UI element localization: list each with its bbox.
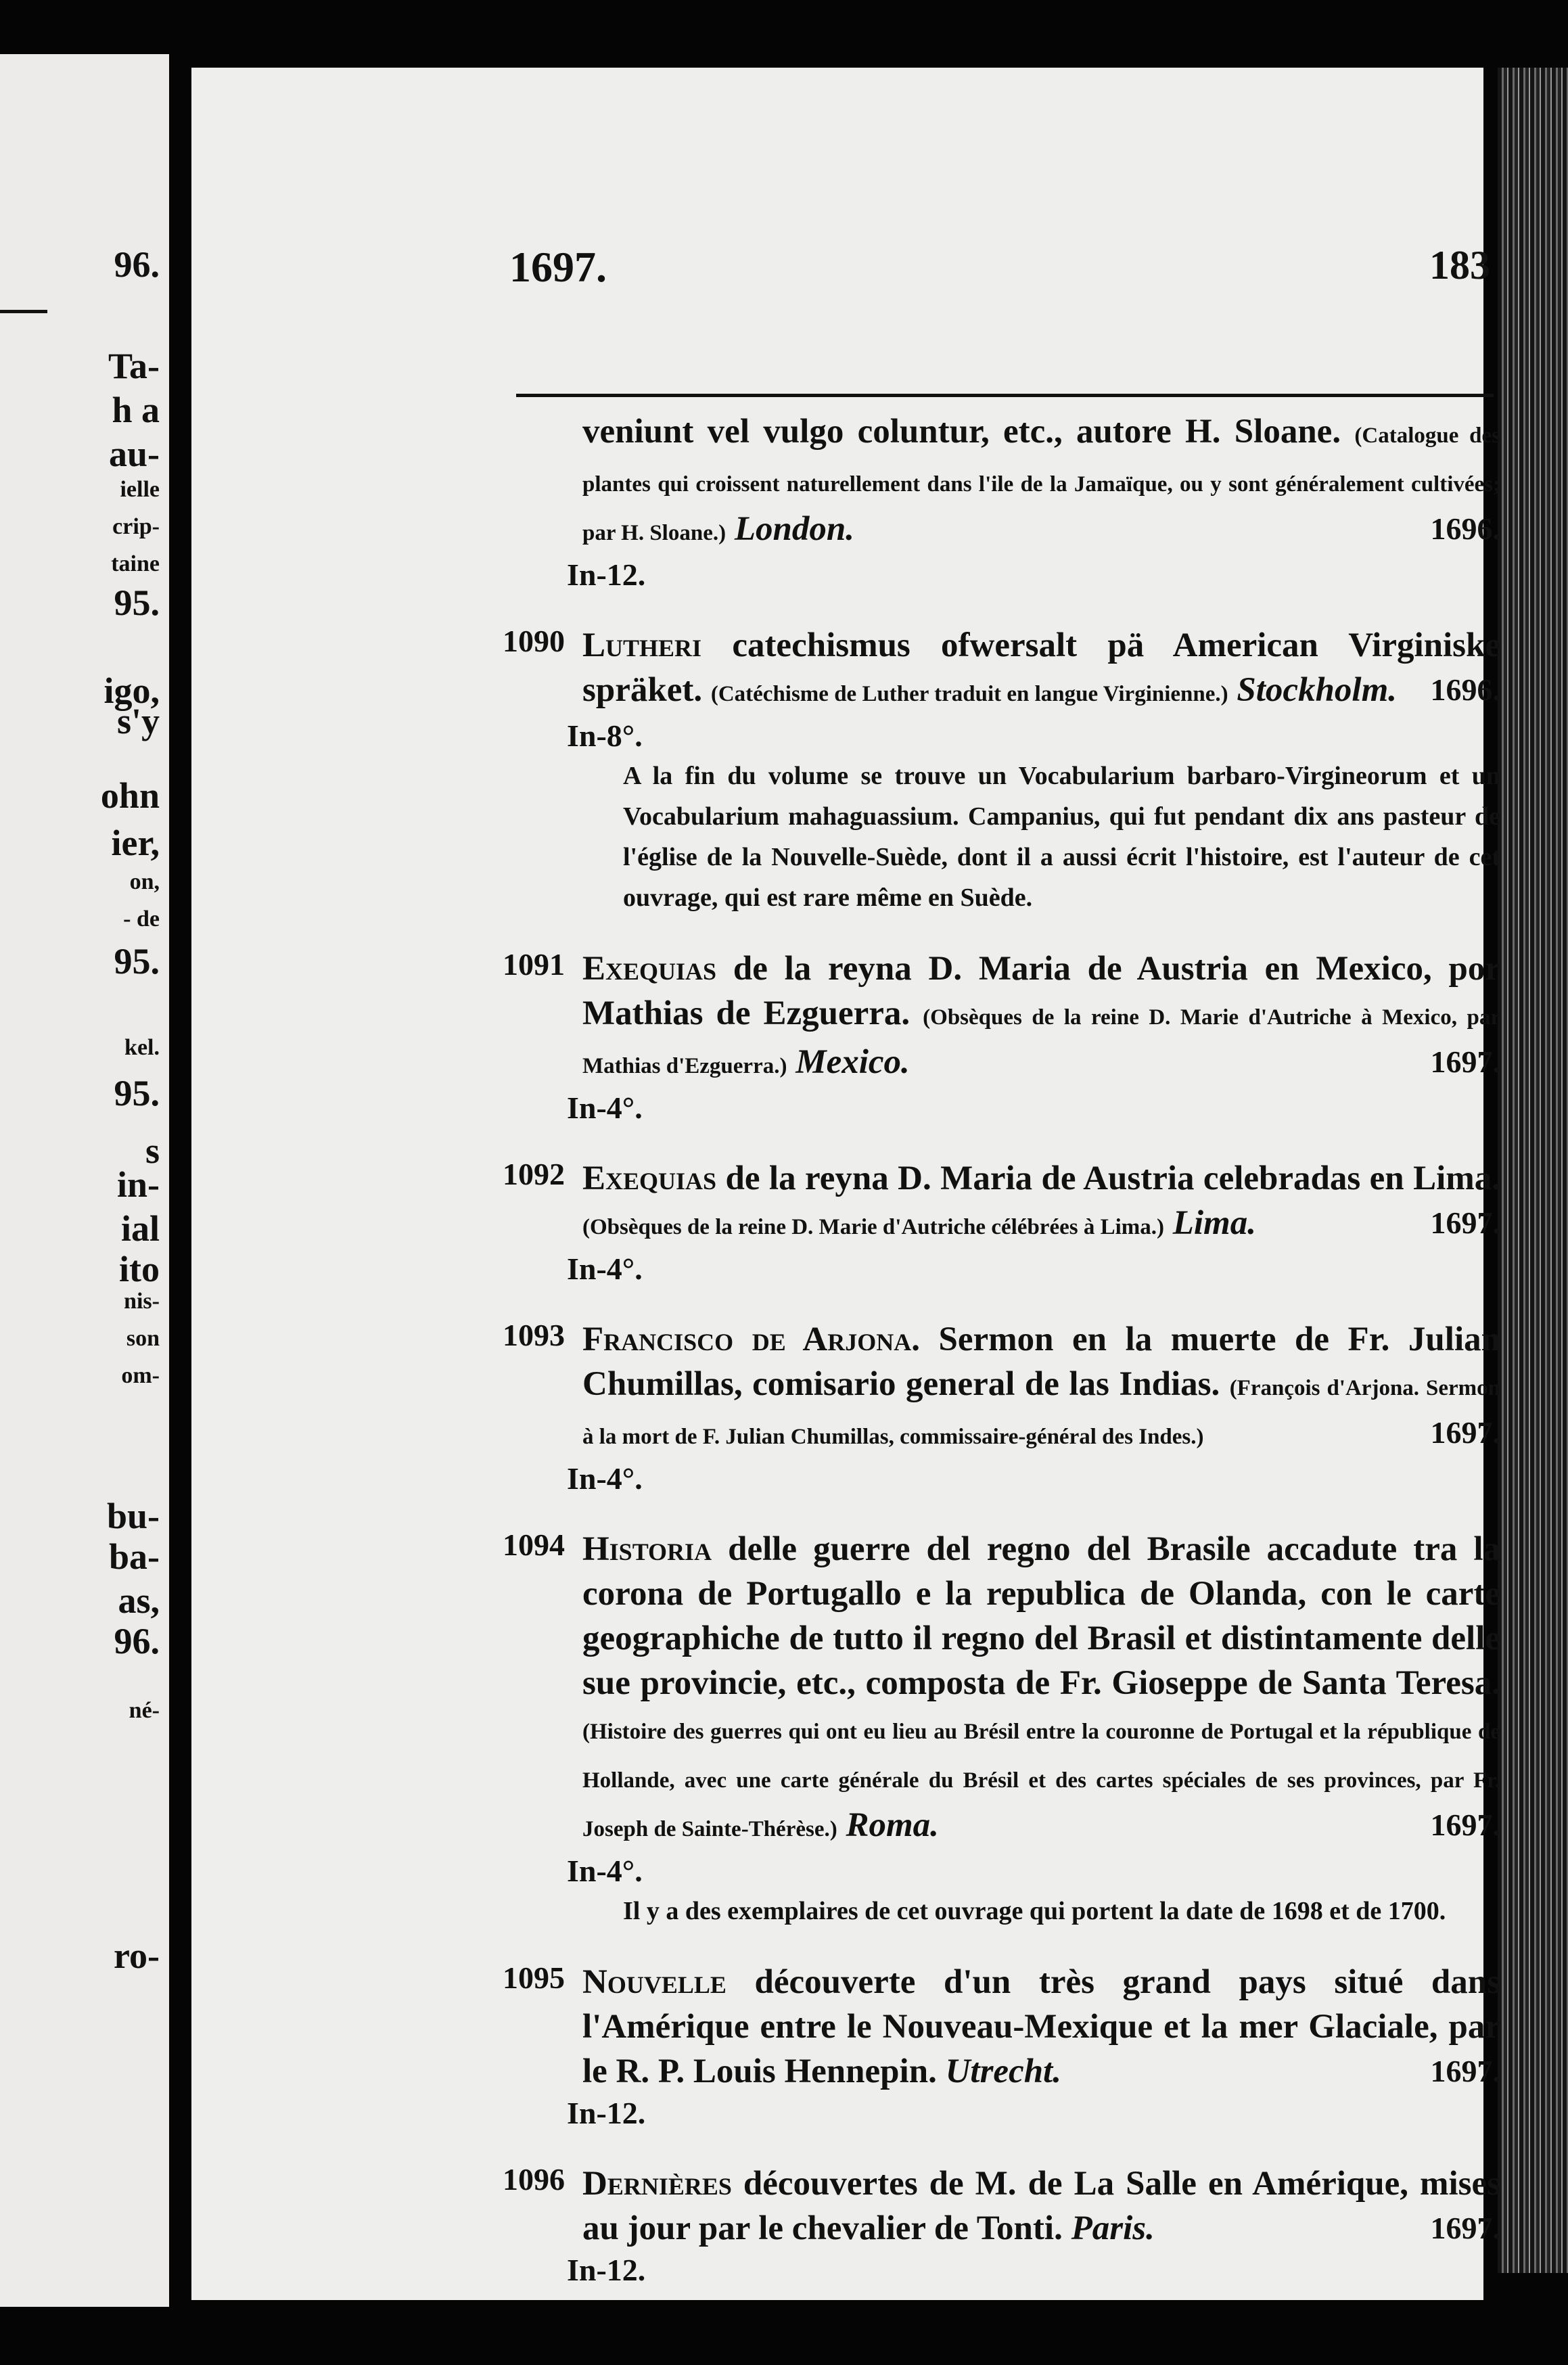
entry-year: 1697. — [1430, 1044, 1500, 1079]
entry-lead-word: Lutheri — [582, 626, 702, 664]
page-number: 183 — [1429, 243, 1490, 288]
entry-title: catechismus ofwersalt pä American Virginiske spräket. — [582, 626, 1501, 709]
entry-year: 1697. — [1430, 1206, 1500, 1240]
adjacent-page-fragment: né- — [129, 1698, 160, 1723]
entry-number: 1092 — [503, 1157, 565, 1191]
entry-french-translation: (Histoire des guerres qui ont eu lieu au Brésil entre la couronne de Portugal et la république de Hollande, avec une carte générale du Brésil et des cartes spéciales de ses provinces, par Fr. Joseph de Sainte-Thérèse.) — [582, 1720, 1500, 1841]
entry-french-translation: (Obsèques de la reine D. Marie d'Autriche célébrées à Lima.) — [582, 1215, 1164, 1239]
adjacent-page-fragment: 95. — [114, 941, 160, 982]
adjacent-page-fragment: 95. — [114, 582, 160, 623]
entry-lead-word: Nouvelle — [582, 1963, 727, 2001]
adjacent-page-rule — [0, 310, 47, 313]
entry-number: 1095 — [503, 1960, 565, 1995]
entry-format: In-4°. — [567, 1252, 643, 1286]
catalogue-entry — [503, 1156, 1500, 1289]
adjacent-page-fragment: ito — [119, 1249, 160, 1289]
adjacent-page-fragment: s'y — [116, 701, 160, 741]
continued-entry — [503, 409, 1500, 595]
entry-lead-word: Francisco de Arjona. — [582, 1321, 920, 1358]
entry-place: Mexico. — [795, 1043, 910, 1081]
adjacent-page-fragment: ohn — [100, 775, 160, 816]
catalogue-entry — [503, 1317, 1500, 1498]
book-edge — [1498, 68, 1568, 2273]
adjacent-page-fragment: ier, — [111, 823, 160, 863]
entry-format: In-12. — [567, 2253, 646, 2287]
running-head — [509, 242, 1490, 323]
entry-place: Utrecht. — [945, 2052, 1061, 2090]
entry-year: 1697. — [1430, 2054, 1500, 2088]
book-page — [191, 68, 1501, 2300]
entry-number: 1093 — [503, 1318, 565, 1352]
adjacent-page-fragment: nis- — [124, 1289, 160, 1314]
entry-french-translation: (Catalogue des plantes qui croissent naturellement dans l'ile de la Jamaïque, ou y sont généralement cultivées; par H. Sloane.) — [582, 423, 1501, 545]
adjacent-page-fragment: as, — [118, 1580, 160, 1621]
entry-format: In-8°. — [567, 718, 643, 753]
adjacent-page-fragment: crip- — [112, 514, 160, 539]
entry-place: Lima. — [1172, 1204, 1256, 1242]
entry-format: In-12. — [567, 2096, 646, 2130]
entry-title: découvertes de M. de La Salle en Amérique, mises au jour par le chevalier de Tonti. — [582, 2165, 1500, 2247]
entry-title: découverte d'un très grand pays situé dans l'Amérique entre le Nouveau-Mexique et la mer Glaciale, par le R. P. Louis Hennepin. — [582, 1963, 1501, 2090]
entry-list — [503, 623, 1500, 2290]
adjacent-page-fragment: igo, — [103, 670, 160, 711]
adjacent-page-strip — [0, 54, 169, 2307]
entry-format: In-4°. — [567, 1854, 643, 1888]
adjacent-page-fragment: in- — [116, 1164, 160, 1205]
entry-format: In-4°. — [567, 1090, 643, 1125]
entry-title: veniunt vel vulgo coluntur, etc., autore H. Sloane. — [582, 413, 1341, 451]
adjacent-page-fragment: ro- — [114, 1935, 160, 1976]
catalogue-entry — [503, 2161, 1500, 2290]
adjacent-page-fragment: - de — [123, 906, 160, 932]
adjacent-page-fragment: 95. — [114, 1073, 160, 1113]
entry-place: Paris. — [1071, 2209, 1155, 2247]
entry-title: Sermon en la muerte de Fr. Julian Chumillas, comisario general de las Indias. — [582, 1321, 1500, 1403]
entry-number: 1091 — [503, 947, 565, 982]
adjacent-page-fragment: bu- — [106, 1496, 160, 1536]
adjacent-page-fragment: on, — [129, 869, 160, 894]
adjacent-page-fragment: h a — [112, 390, 160, 430]
entry-format: In-12. — [567, 557, 646, 592]
running-head-year: 1697. — [509, 243, 607, 291]
entry-year: 1696. — [1430, 511, 1500, 546]
adjacent-page-fragment: ba- — [108, 1536, 160, 1577]
catalogue-entry — [503, 1527, 1500, 1931]
entry-lead-word: Dernières — [582, 2165, 732, 2203]
entry-french-translation: (Obsèques de la reine D. Marie d'Autriche à Mexico, par Mathias d'Ezguerra.) — [582, 1005, 1500, 1078]
entry-title: de la reyna D. Maria de Austria celebradas en Lima. — [725, 1159, 1500, 1197]
entry-place: Roma. — [846, 1806, 939, 1844]
adjacent-page-fragment: Ta- — [108, 346, 160, 386]
entry-place: London. — [734, 510, 854, 548]
catalogue-body — [503, 409, 1500, 2318]
catalogue-entry — [503, 1960, 1500, 2133]
adjacent-page-fragment: ielle — [120, 477, 160, 502]
entry-french-translation: (François d'Arjona. Sermon à la mort de F. Julian Chumillas, commissaire-général des Indes.) — [582, 1376, 1501, 1449]
entry-number: 1090 — [503, 624, 565, 658]
adjacent-page-fragment: 96. — [114, 1621, 160, 1661]
adjacent-page-fragment: om- — [121, 1363, 160, 1388]
catalogue-entry — [503, 623, 1500, 918]
adjacent-page-fragment: ial — [120, 1208, 160, 1249]
entry-french-translation: (Catéchisme de Luther traduit en langue Virginienne.) — [710, 682, 1228, 706]
adjacent-page-fragment: s — [145, 1130, 160, 1171]
entry-lead-word: Exequias — [582, 1159, 717, 1197]
entry-title: delle guerre del regno del Brasile accadute tra la corona de Portugallo e la republica de Olanda, con le carte geographiche de tutto il regno del Brasil et distintamente delle sue provincie, etc., composta de Fr. Gioseppe de Santa Teresa. — [582, 1530, 1501, 1702]
adjacent-page-fragment: au- — [108, 434, 160, 474]
entry-note: A la fin du volume se trouve un Vocabularium barbaro-Virgineorum et un Vocabularium mahaguassium. Campanius, qui fut pendant dix ans pasteur de l'église de la Nouvelle-Suède, dont il a aussi écrit l'histoire, est l'auteur de cet ouvrage, qui est rare même en Suède. — [623, 762, 1500, 912]
entry-year: 1697. — [1430, 2211, 1500, 2245]
adjacent-page-fragment: 96. — [114, 244, 160, 285]
entry-year: 1697. — [1430, 1808, 1500, 1842]
adjacent-page-fragment: taine — [111, 551, 160, 576]
entry-format: In-4°. — [567, 1461, 643, 1496]
header-rule — [516, 394, 1494, 397]
adjacent-page-fragment: son — [126, 1326, 160, 1351]
entry-year: 1697. — [1430, 1415, 1500, 1450]
entry-note: Il y a des exemplaires de cet ouvrage qui portent la date de 1698 et de 1700. — [623, 1897, 1446, 1925]
entry-lead-word: Exequias — [582, 950, 717, 988]
entry-title: de la reyna D. Maria de Austria en Mexico, por Mathias de Ezguerra. — [582, 950, 1500, 1032]
adjacent-page-fragment: kel. — [124, 1035, 160, 1060]
entry-place: Stockholm. — [1237, 671, 1398, 709]
entry-number: 1094 — [503, 1528, 565, 1562]
entry-year: 1696. — [1430, 672, 1500, 707]
entry-number: 1096 — [503, 2162, 565, 2197]
catalogue-entry — [503, 946, 1500, 1128]
entry-lead-word: Historia — [582, 1530, 712, 1568]
